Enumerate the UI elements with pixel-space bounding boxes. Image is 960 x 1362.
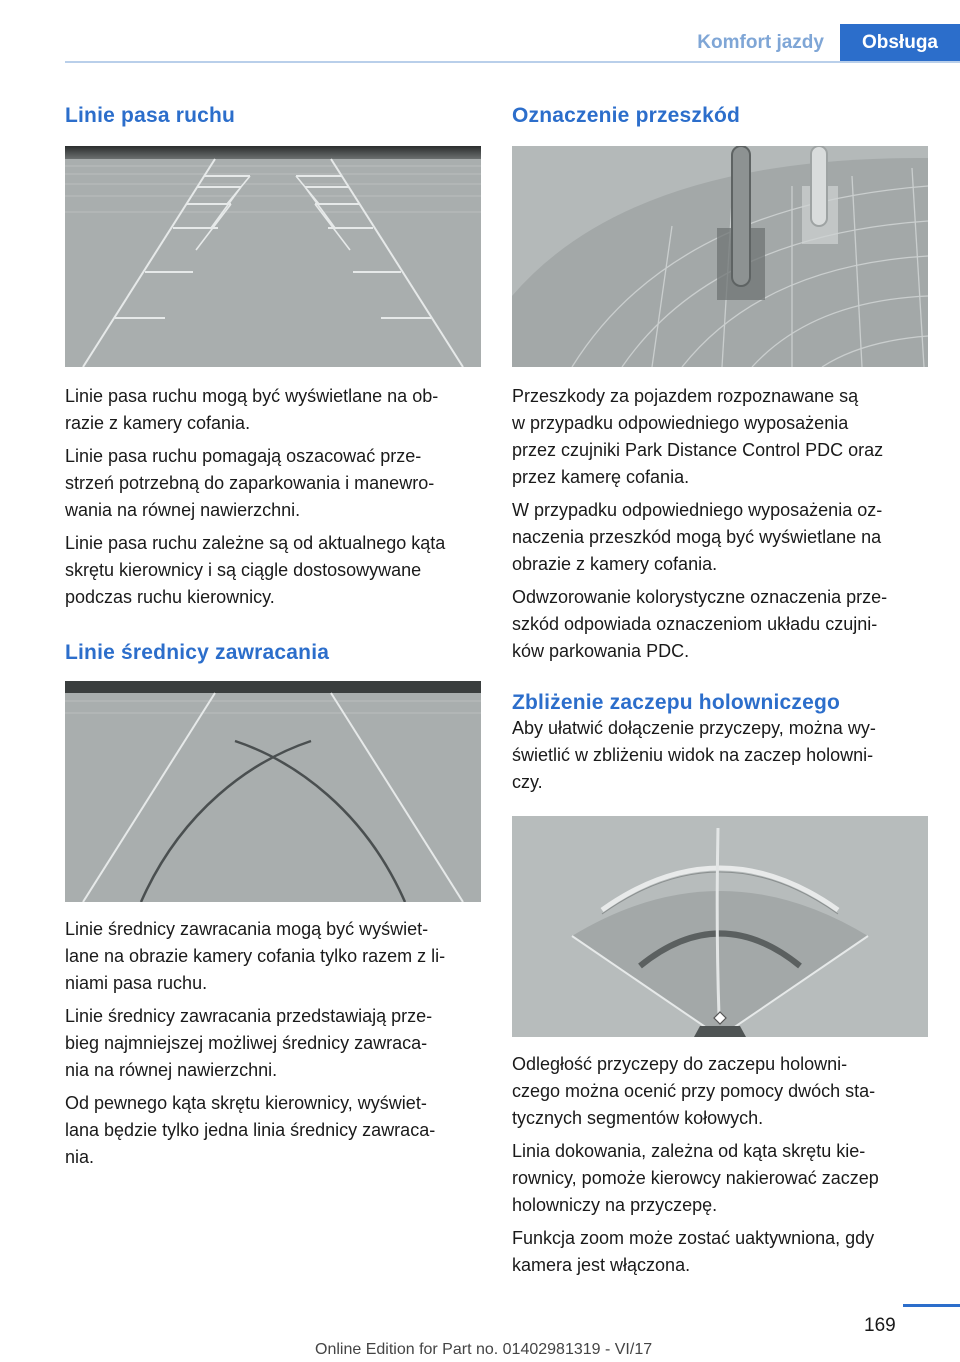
text-line: nia.	[65, 1147, 95, 1167]
header-rule	[65, 61, 960, 63]
lane-lines-figure	[65, 146, 481, 367]
text-line: strzeń potrzebną do zaparkowania i manewro-	[65, 473, 435, 493]
text-line: szkód odpowiada oznaczeniom układu czujni-	[512, 614, 878, 634]
text-line: Od pewnego kąta skrętu kierownicy, wyświet-	[65, 1093, 427, 1113]
text-line: Linie średnicy zawracania przedstawiają prze-	[65, 1006, 433, 1026]
section-title-obstacles: Oznaczenie przeszkód	[512, 104, 741, 127]
text-line: przez czujniki Park Distance Control PDC oraz	[512, 440, 884, 460]
text-line: nia na równej nawierzchni.	[65, 1060, 278, 1080]
obstacle-para-3	[512, 584, 928, 665]
text-line: rownicy, pomoże kierowcy nakierować zaczep	[512, 1168, 879, 1188]
section-title-hitch-zoom: Zbliżenie zaczepu holowniczego	[512, 691, 841, 714]
text-line: naczenia przeszkód mogą być wyświetlane na	[512, 527, 882, 547]
text-line: wania na równej nawierzchni.	[65, 500, 301, 520]
text-line: Przeszkody za pojazdem rozpoznawane są	[512, 386, 859, 406]
text-line: lana będzie tylko jedna linia średnicy zawraca-	[65, 1120, 436, 1140]
section-title-lane-lines: Linie pasa ruchu	[65, 104, 236, 127]
text-line: Linie średnicy zawracania mogą być wyświet-	[65, 919, 429, 939]
hitch-intro	[512, 715, 928, 796]
left-column	[65, 104, 481, 1171]
text-line: Funkcja zoom może zostać uaktywniona, gdy	[512, 1228, 875, 1248]
lane-para-3	[65, 530, 481, 611]
turning-para-2	[65, 1003, 481, 1084]
tab-obsluga[interactable]: Obsługa	[840, 24, 960, 62]
text-line: lane na obrazie kamery cofania tylko razem z li-	[65, 946, 446, 966]
text-line: W przypadku odpowiedniego wyposażenia oz-	[512, 500, 883, 520]
tab-komfort-jazdy[interactable]: Komfort jazdy	[681, 24, 840, 62]
text-line: w przypadku odpowiedniego wyposażenia	[512, 413, 849, 433]
text-line: podczas ruchu kierownicy.	[65, 587, 275, 607]
obstacle-para-2	[512, 497, 928, 578]
right-column	[512, 104, 928, 1279]
text-line: Linie pasa ruchu pomagają oszacować prze-	[65, 446, 422, 466]
edition-line: Online Edition for Part no. 01402981319 - VI/17	[315, 1341, 653, 1358]
hitch-para-1	[512, 1051, 928, 1132]
section-title-turning-circle: Linie średnicy zawracania	[65, 641, 330, 664]
text-line: holowniczy na przyczepę.	[512, 1195, 718, 1215]
text-line: świetlić w zbliżeniu widok na zaczep holowni-	[512, 745, 874, 765]
text-line: razie z kamery cofania.	[65, 413, 251, 433]
text-line: Linia dokowania, zależna od kąta skrętu kie-	[512, 1141, 866, 1161]
lane-para-1	[65, 383, 481, 437]
turning-circle-figure	[65, 681, 481, 902]
text-line: czy.	[512, 772, 543, 792]
text-line: bieg najmniejszej możliwej średnicy zawraca-	[65, 1033, 428, 1053]
page-number: 169	[864, 1315, 896, 1336]
text-line: kamera jest włączona.	[512, 1255, 691, 1275]
hitch-para-3	[512, 1225, 928, 1279]
text-line: Linie pasa ruchu zależne są od aktualnego kąta	[65, 533, 446, 553]
obstacle-marking-figure	[512, 146, 928, 367]
text-line: Linie pasa ruchu mogą być wyświetlane na ob-	[65, 386, 439, 406]
text-line: Odwzorowanie kolorystyczne oznaczenia prze-	[512, 587, 888, 607]
obstacle-para-1	[512, 383, 928, 491]
text-line: skrętu kierownicy i są ciągle dostosowywane	[65, 560, 422, 580]
text-line: obrazie z kamery cofania.	[512, 554, 718, 574]
lane-para-2	[65, 443, 481, 524]
text-line: Odległość przyczepy do zaczepu holowni-	[512, 1054, 848, 1074]
text-line: tycznych segmentów kołowych.	[512, 1108, 764, 1128]
text-line: ków parkowania PDC.	[512, 641, 690, 661]
turning-para-3	[65, 1090, 481, 1171]
text-line: przez kamerę cofania.	[512, 467, 690, 487]
hitch-zoom-figure	[512, 816, 928, 1037]
text-line: niami pasa ruchu.	[65, 973, 208, 993]
text-line: czego można ocenić przy pomocy dwóch sta-	[512, 1081, 876, 1101]
footer-rule	[903, 1304, 960, 1307]
text-line: Aby ułatwić dołączenie przyczepy, można wy-	[512, 718, 876, 738]
header-tabs	[681, 24, 960, 62]
hitch-para-2	[512, 1138, 928, 1219]
turning-para-1	[65, 916, 481, 997]
